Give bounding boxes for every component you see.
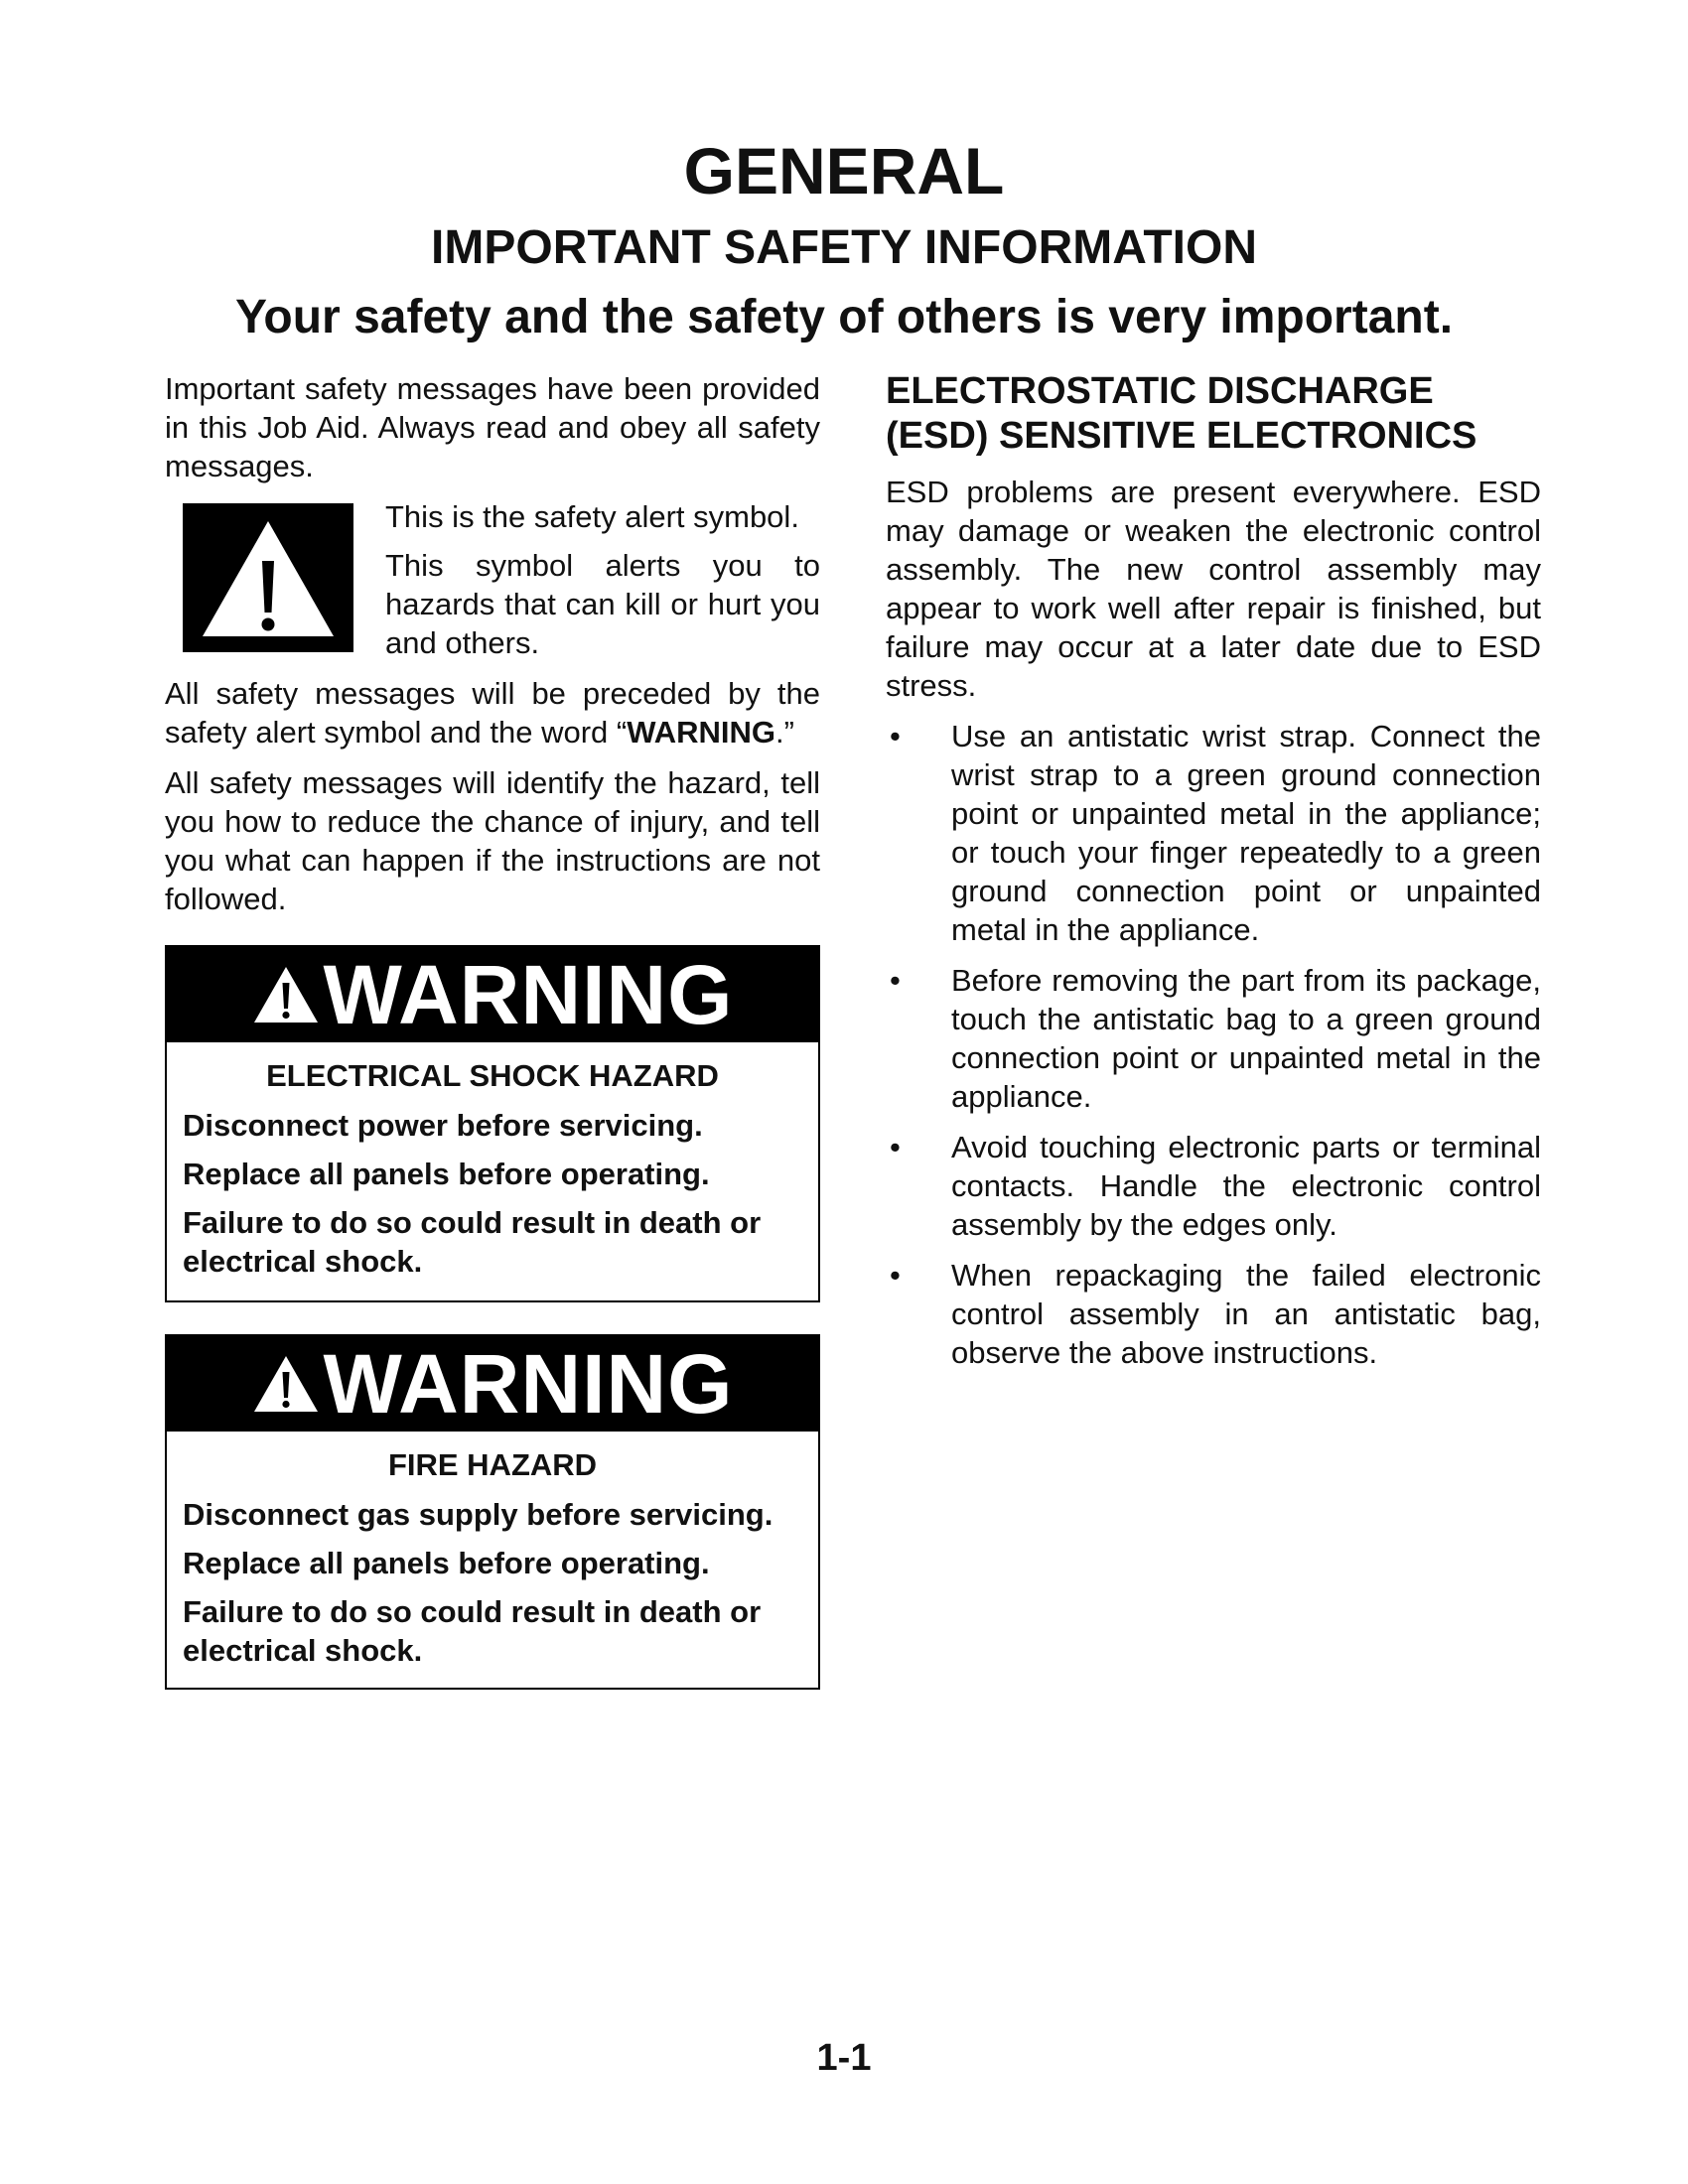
esd-heading: ELECTROSTATIC DISCHARGE (ESD) SENSITIVE ELECTRONICS [886, 370, 1477, 457]
intro-paragraph: Important safety messages have been provided in this Job Aid. Always read and obey all safety messages. [165, 371, 820, 483]
safety-tagline: Your safety and the safety of others is very important. [234, 291, 1454, 343]
bullet-icon: • [890, 963, 901, 998]
warning-line: Disconnect gas supply before servicing. [183, 1497, 774, 1532]
esd-intro-paragraph: ESD problems are present everywhere. ESD may damage or weaken the electronic control assembly. The new control assembly may appear to work well after repair is finished, but failure may occur at a later date due to ESD stress. [886, 475, 1541, 703]
list-item: • Avoid touching electronic parts or terminal contacts. Handle the electronic control assembly by the edges only. [890, 1130, 1541, 1242]
identify-paragraph: All safety messages will identify the hazard, tell you how to reduce the chance of injury, and tell you what can happen if the instructions are not followed. [165, 765, 820, 916]
warning-triangle-icon [252, 1353, 320, 1415]
right-column [886, 369, 1541, 1384]
page-number: 1-1 [816, 2037, 872, 2079]
esd-bullet-list [886, 717, 1541, 1372]
hazard-title: FIRE HAZARD [387, 1447, 598, 1482]
list-item: • Before removing the part from its package, touch the antistatic bag to a green ground connection point or unpainted metal in the appliance. [890, 963, 1541, 1114]
list-item: • Use an antistatic wrist strap. Connect the wrist strap to a green ground connection point or unpainted metal in the appliance; or touch your finger repeatedly to a green ground connection point or unpainted metal in the appliance. [890, 719, 1541, 947]
page-title: GENERAL [683, 134, 1005, 207]
alert-symbol-caption: This is the safety alert symbol. [385, 499, 799, 534]
bullet-icon: • [890, 1258, 901, 1293]
warning-line: Replace all panels before operating. [183, 1546, 710, 1580]
warning-header [167, 947, 818, 1042]
warning-box-fire [165, 1334, 820, 1690]
bullet-icon: • [890, 1130, 901, 1164]
warning-line: Failure to do so could result in death or electrical shock. [183, 1205, 762, 1279]
warning-line: Disconnect power before servicing. [183, 1108, 703, 1143]
warning-label: WARNING [323, 948, 734, 1041]
warning-line: Replace all panels before operating. [183, 1157, 710, 1191]
warning-header [167, 1336, 818, 1432]
list-item: • When repackaging the failed electronic control assembly in an antistatic bag, observe the above instructions. [890, 1258, 1541, 1370]
alert-symbol-block [165, 497, 820, 664]
left-column [165, 369, 820, 930]
bullet-icon: • [890, 719, 901, 753]
warning-triangle-icon [252, 964, 320, 1025]
preceded-paragraph: All safety messages will be preceded by the safety alert symbol and the word “WARNING.” [165, 676, 820, 750]
warning-word: WARNING [627, 715, 776, 750]
alert-symbol-description: This symbol alerts you to hazards that can kill or hurt you and others. [385, 548, 820, 660]
section-subtitle: IMPORTANT SAFETY INFORMATION [431, 221, 1257, 274]
hazard-title: ELECTRICAL SHOCK HAZARD [266, 1058, 719, 1093]
warning-line: Failure to do so could result in death or electrical shock. [183, 1594, 762, 1668]
warning-box-electrical [165, 945, 820, 1302]
safety-alert-icon [183, 503, 353, 652]
warning-label: WARNING [323, 1337, 734, 1431]
